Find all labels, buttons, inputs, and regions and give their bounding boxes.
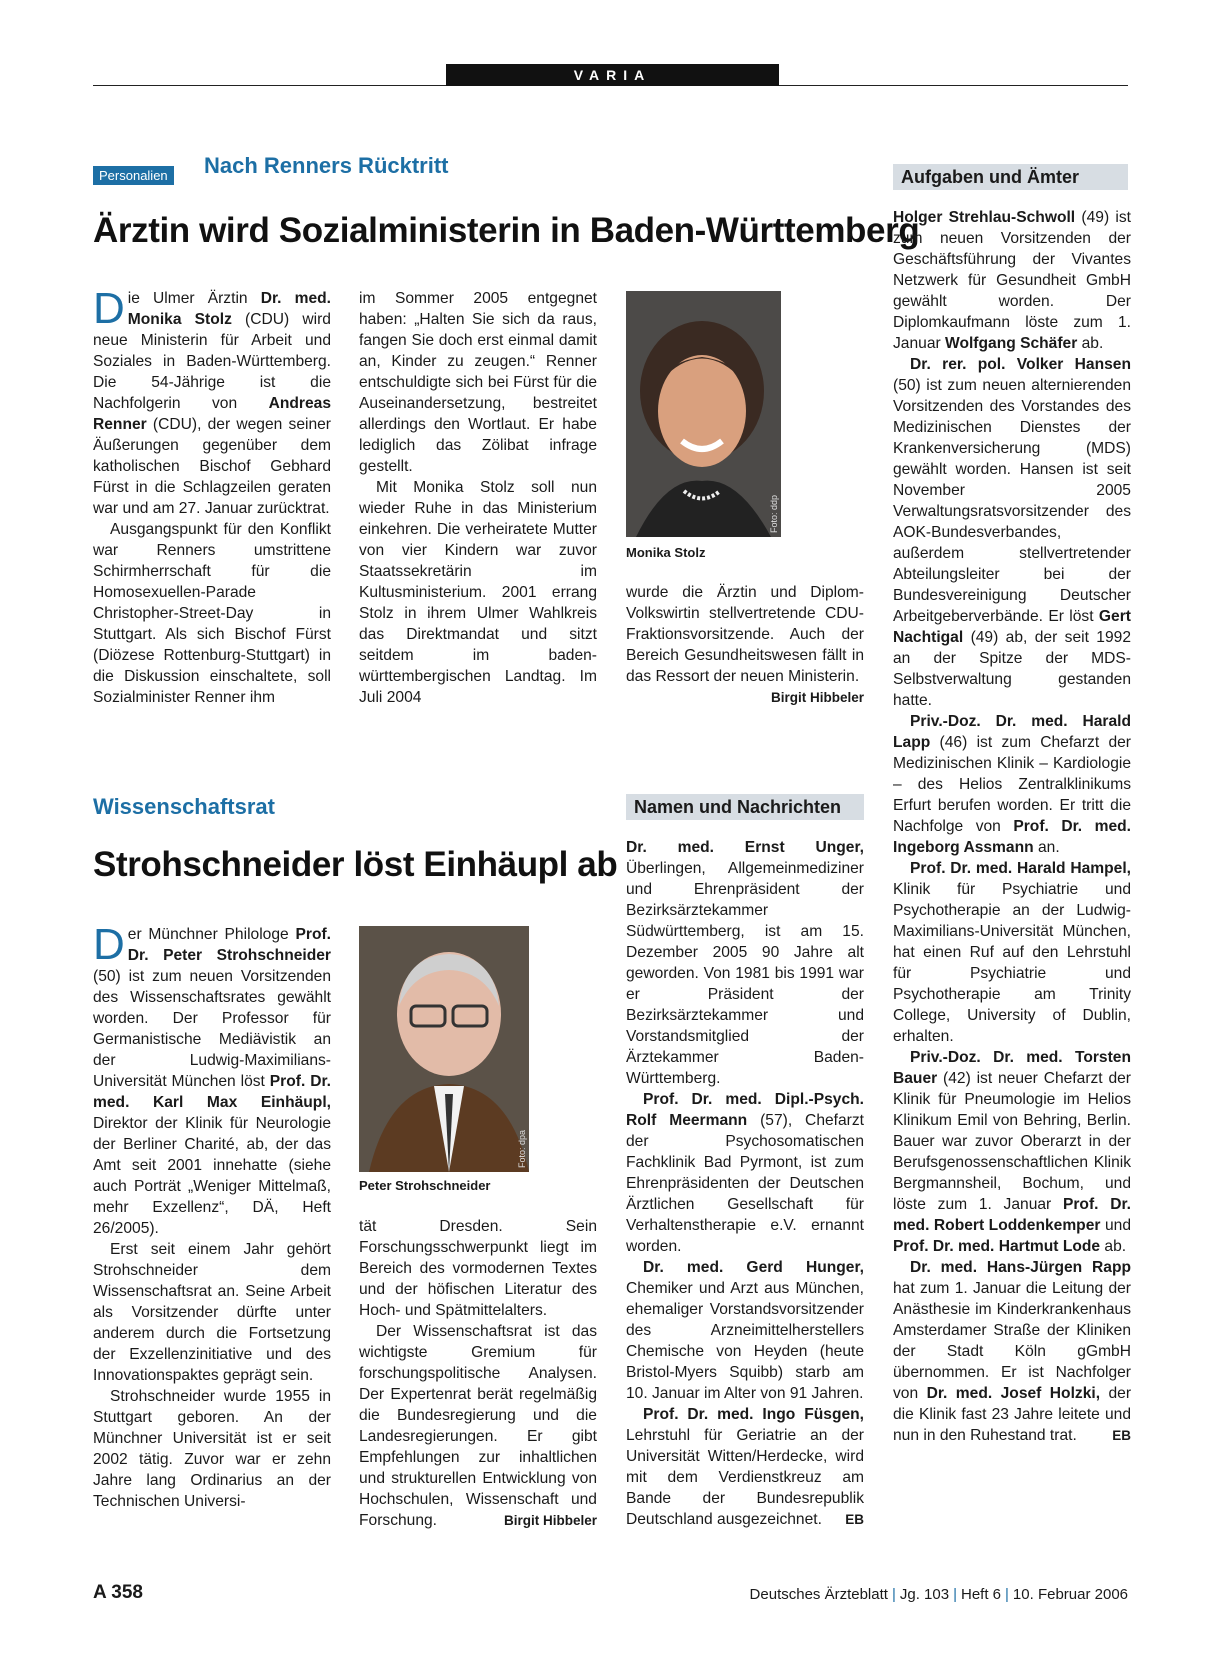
- section-label: VARIA: [446, 64, 779, 86]
- article2-headline: Strohschneider löst Einhäupl ab: [93, 845, 618, 884]
- photo-credit: Foto: dpa: [517, 1129, 527, 1168]
- journal-name: Deutsches Ärzteblatt: [749, 1586, 888, 1603]
- article1-column-2: im Sommer 2005 entgegnet haben: „Halten Sie sich da raus, fangen Sie doch erst einmal damit an, Kinder zu zeugen.“ Renner entschuldigte sich bei Fürst für die Auseinandersetzung, bestreitet allerdings den Wortlaut. Er habe lediglich das Zölibat infrage gestellt. Mit Monika Stolz soll nun wieder Ruhe in das Ministerium einkehren. Die verheiratete Mutter von vier Kindern war zuvor Staatssekretärin im Kultusministerium. 2001 errang Stolz in ihrem Ulmer Wahlkreis das Direktmandat und sitzt seitdem im baden-württembergischen Landtag. Im Juli 2004: [359, 290, 597, 706]
- author-signature: Birgit Hibbeler: [770, 690, 864, 705]
- peter-strohschneider-photo: [359, 926, 529, 1172]
- page-number: A 358: [93, 1582, 143, 1603]
- portrait-illustration: [626, 291, 781, 537]
- article1-column-3: wurde die Ärztin und Diplom-Volkswirtin stellvertretende CDU-Fraktionsvorsitzende. Auch der Bereich Gesundheitswesen fällt in das Ressort der neuen Ministerin. Birgit Hibbeler: [626, 582, 864, 708]
- names-box-title: Namen und Nachrichten: [626, 794, 864, 820]
- page-number-value: 358: [111, 1582, 143, 1603]
- article2-kicker: Wissenschaftsrat: [93, 794, 275, 819]
- article1-headline: Ärztin wird Sozialministerin in Baden-Württemberg: [93, 211, 920, 250]
- article2-column-1: Der Münchner Philologe Prof. Dr. Peter Strohschneider (50) ist zum neuen Vorsitzenden des Wissenschaftsrates gewählt worden. Der Professor für Germanistische Mediävistik an der Ludwig-Maximilians-Universität München löst Prof. Dr. med. Karl Max Einhäupl, Direktor der Klinik für Neurologie der Berliner Charité, ab, der das Amt seit 2001 innehatte (siehe auch Porträt „Weniger Mittelmaß, mehr Exzellenz“, DÄ, Heft 26/2005). Erst seit einem Jahr gehört Strohschneider dem Wissenschaftsrat an. Seine Arbeit als Vorsitzender dürfte unter anderem durch die Fortsetzung der Exzellenzinitiative und des Innovationspaktes geprägt sein. Strohschneider wurde 1955 in Stuttgart geboren. An der Münchner Universität ist er seit 2002 tätig. Zuvor war er zehn Jahre lang Ordinarius an der Technischen Universi-: [93, 920, 332, 1510]
- tasks-box-title: Aufgaben und Ämter: [893, 164, 1128, 190]
- portrait-illustration: [359, 926, 529, 1172]
- drop-cap: D: [93, 284, 125, 333]
- box-signature: EB: [1112, 1428, 1131, 1443]
- box-signature: EB: [845, 1512, 864, 1527]
- photo-caption: Monika Stolz: [626, 545, 706, 560]
- photo-credit: Foto: ddp: [769, 494, 779, 533]
- journal-volume: Jg. 103: [899, 1586, 950, 1603]
- monika-stolz-photo: [626, 291, 781, 537]
- tasks-box-text: Holger Strehlau-Schwoll (49) ist zum neuen Vorsitzenden der Geschäftsführung der Vivantes Netzwerk für Gesundheit GmbH gewählt worden. Der Diplomkaufmann löste zum 1. Januar Wolfgang Schäfer ab. Dr. rer. pol. Volker Hansen (50) ist zum neuen alternierenden Vorsitzenden des Vorstandes des Medizinischen Dienstes der Krankenversicherung (MDS) gewählt worden. Hansen ist seit November 2005 Verwaltungsratsvorsitzender des AOK-Bundesverbandes, außerdem stellvertretender Abteilungsleiter bei der Bundesvereinigung Deutscher Arbeitgeberverbände. Er löst Gert Nachtigal (49) ab, der seit 1992 an der Spitze der MDS-Selbstverwaltung gestanden hatte. Priv.-Doz. Dr. med. Harald Lapp (46) ist zum Chefarzt der Medizinischen Klinik – Kardiologie – des Helios Zentralklinikums Erfurt berufen worden. Er tritt die Nachfolge von Prof. Dr. med. Ingeborg Assmann an. Prof. Dr. med. Harald Hampel, Klinik für Psychiatrie und Psychotherapie an der Ludwig-Maximilians-Universität München, hat einen Ruf auf den Lehrstuhl für Psychiatrie und Psychotherapie am Trinity College, University of Dublin, erhalten. Priv.-Doz. Dr. med. Torsten Bauer (42) ist neuer Chefarzt der Klinik für Pneumologie im Helios Klinikum Emil von Behring, Berlin. Bauer war zuvor Oberarzt in der Berufsgenossenschaftlichen Klinik Bergmannsheil, Bochum, und löste zum 1. Januar Prof. Dr. med. Robert Loddenkemper und Prof. Dr. med. Hartmut Lode ab. Dr. med. Hans-Jürgen Rapp hat zum 1. Januar die Leitung der Anästhesie im Kinderkrankenhaus Amsterdamer Straße der Kliniken der Stadt Köln gGmbH übernommen. Er ist Nachfolger von Dr. med. Josef Holzki, der die Klinik fast 23 Jahre leitete und nun in den Ruhestand trat. EB: [893, 209, 1132, 1444]
- article2-column-2: tät Dresden. Sein Forschungsschwerpunkt liegt im Bereich des vormodernen Textes und der höfischen Literatur des Hoch- und Spätmittelalters. Der Wissenschaftsrat ist das wichtigste Gremium für forschungspolitische Analysen. Der Expertenrat berät regelmäßig die Bundesregierung und die Landesregierungen. Er gibt Empfehlungen zur inhaltlichen und strukturellen Entwicklung von Hochschulen, Wissenschaft und Forschung. Birgit Hibbeler: [359, 1218, 597, 1529]
- rubric-tag: Personalien: [93, 166, 174, 185]
- journal-date: 10. Februar 2006: [1012, 1586, 1128, 1603]
- footer-citation: Deutsches Ärzteblatt | Jg. 103 | Heft 6 | 10. Februar 2006: [749, 1586, 1128, 1603]
- photo-caption: Peter Strohschneider: [359, 1178, 491, 1193]
- article1-kicker: Nach Renners Rücktritt: [204, 153, 449, 178]
- journal-issue: Heft 6: [960, 1586, 1002, 1603]
- drop-cap: D: [93, 920, 125, 969]
- names-box-text: Dr. med. Ernst Unger, Überlingen, Allgemeinmediziner und Ehrenpräsident der Bezirksärztekammer Südwürttemberg, ist am 15. Dezember 2005 90 Jahre alt geworden. Von 1981 bis 1991 war er Präsident der Bezirksärztekammer und Vorstandsmitglied der Ärztekammer Baden-Württemberg. Prof. Dr. med. Dipl.-Psych. Rolf Meermann (57), Chefarzt der Psychosomatischen Fachklinik Bad Pyrmont, ist zum Ehrenpräsidenten der Deutschen Ärztlichen Gesellschaft für Verhaltenstherapie e.V. ernannt worden. Dr. med. Gerd Hunger, Chemiker und Arzt aus München, ehemaliger Vorstandsvorsitzender des Arzneimittelherstellers Chemische von Heyden (heute Bristol-Myers Squibb) starb am 10. Januar im Alter von 91 Jahren. Prof. Dr. med. Ingo Füsgen, Lehrstuhl für Geriatrie an der Universität Witten/Herdecke, wird mit dem Verdienstkreuz am Bande der Bundesrepublik Deutschland ausgezeichnet. EB: [626, 839, 864, 1528]
- article1-column-1: Die Ulmer Ärztin Dr. med. Monika Stolz (CDU) wird neue Ministerin für Arbeit und Soziales in Baden-Württemberg. Die 54-Jährige ist die Nachfolgerin von Andreas Renner (CDU), der wegen seiner Äußerungen gegenüber dem katholischen Bischof Gebhard Fürst in die Schlagzeilen geraten war und am 27. Januar zurücktrat. Ausgangspunkt für den Konflikt war Renners umstrittene Schirmherrschaft für die Homosexuellen-Parade Christopher-Street-Day in Stuttgart. Als sich Bischof Fürst (Diözese Rottenburg-Stuttgart) in die Diskussion einschaltete, soll Sozialminister Renner ihm: [93, 284, 332, 706]
- author-signature: Birgit Hibbeler: [503, 1513, 597, 1528]
